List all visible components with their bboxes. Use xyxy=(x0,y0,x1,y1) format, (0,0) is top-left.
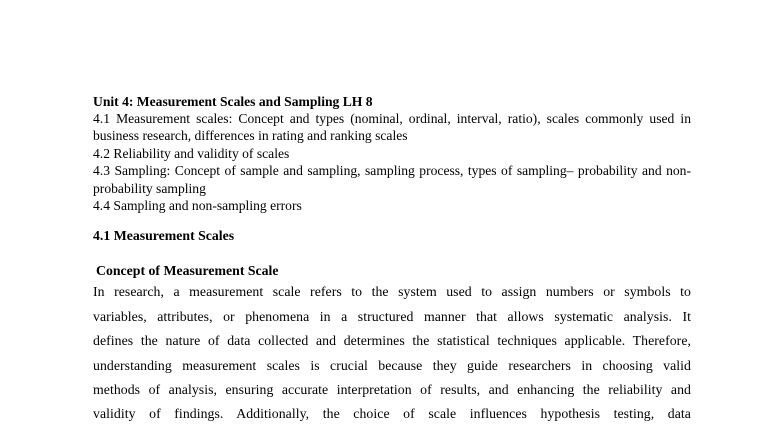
body-line: understanding measurement scales is crucial because they guide researchers in choosing valid xyxy=(93,357,691,373)
body-line: validity of findings. Additionally, the choice of scale influences hypothesis testing, data xyxy=(93,406,691,422)
document-page xyxy=(93,93,691,427)
unit-heading: Unit 4: Measurement Scales and Sampling LH 8 xyxy=(93,94,373,109)
body-line: methods of analysis, ensuring accurate interpretation of results, and enhancing the reliability and xyxy=(93,382,691,398)
body-line: variables, attributes, or phenomena in a structured manner that allows systematic analysis. It xyxy=(93,308,691,324)
topic-4-4: 4.4 Sampling and non-sampling errors xyxy=(93,198,302,214)
body-paragraph xyxy=(93,280,691,426)
section-heading: 4.1 Measurement Scales xyxy=(93,228,235,244)
body-line: defines the nature of data collected and determines the statistical techniques applicable. Therefore, xyxy=(93,333,691,349)
body-line: In research, a measurement scale refers to the system used to assign numbers or symbols to xyxy=(93,284,691,300)
subsection-heading: Concept of Measurement Scale xyxy=(96,263,279,279)
topic-4-3: 4.3 Sampling: Concept of sample and sampling, sampling process, types of sampling– probability and non-probability sampling xyxy=(93,163,691,196)
topic-4-2: 4.2 Reliability and validity of scales xyxy=(93,145,290,161)
topic-4-1: 4.1 Measurement scales: Concept and types (nominal, ordinal, interval, ratio), scales commonly used in business research, differences in rating and ranking scales xyxy=(93,111,691,144)
